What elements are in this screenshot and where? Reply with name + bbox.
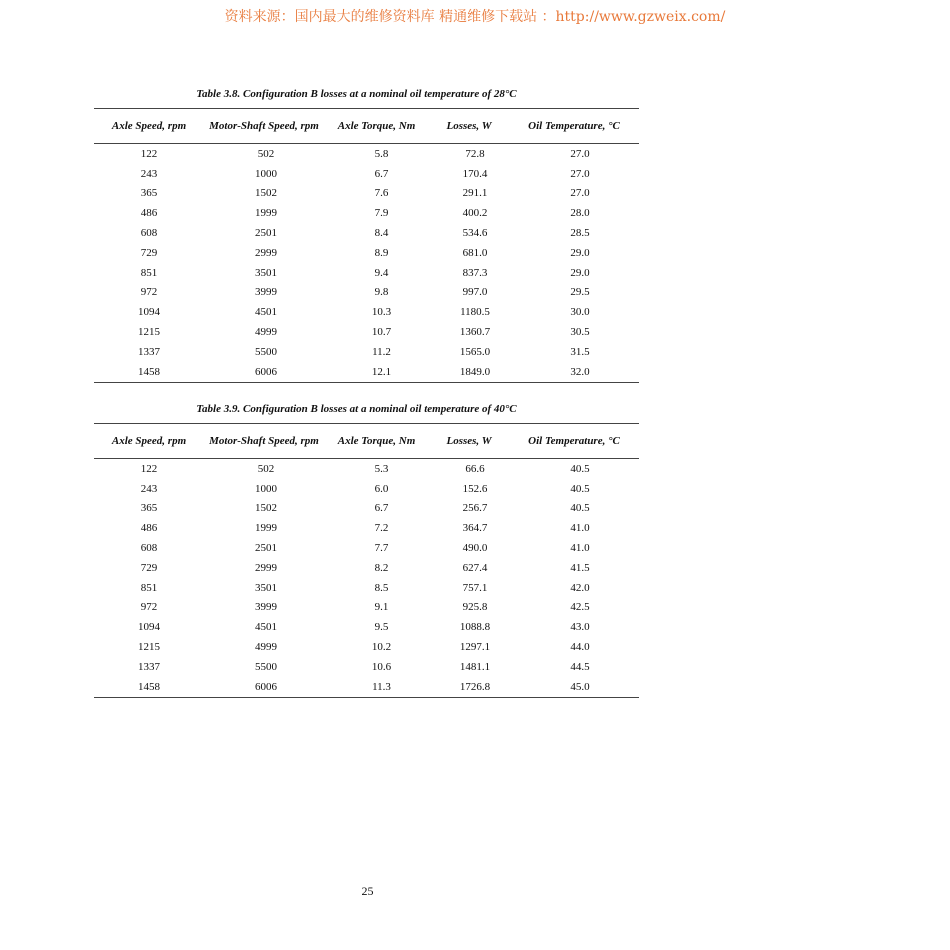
table-cell: 1502 [255,502,277,515]
table-row [94,223,639,243]
table-cell: 364.7 [462,522,488,535]
table-cell: 4501 [255,306,277,319]
header-axle-torque: Axle Torque, Nm [337,435,416,447]
header-axle-torque: Axle Torque, Nm [337,120,416,132]
table-row [94,598,639,618]
table-cell: 1094 [138,306,160,319]
table-row [94,184,639,204]
table-cell: 8.4 [374,227,389,240]
table-cell: 851 [140,581,158,594]
table-cell: 10.3 [371,306,392,319]
table-cell: 1297.1 [459,641,491,654]
table-cell: 42.0 [570,581,590,594]
table-cell: 6006 [255,680,277,693]
table-cell: 7.2 [374,522,389,535]
table-cell: 729 [140,561,158,574]
table-cell: 9.8 [374,286,389,299]
table-cell: 365 [140,187,158,200]
table-cell: 40.5 [570,502,590,515]
table-caption: Table 3.9. Configuration B losses at a nominal oil temperature of 40°C [196,403,517,415]
table-row [94,362,639,382]
table-cell: 608 [140,227,158,240]
table-cell: 6.7 [374,167,389,180]
table-cell: 400.2 [462,207,488,220]
table-cell: 1458 [138,365,160,378]
table-cell: 1726.8 [459,680,491,693]
table-cell: 44.5 [570,660,590,673]
table-row [94,637,639,657]
table-cell: 1337 [138,345,160,358]
table-row [94,243,639,263]
table-cell: 40.5 [570,482,590,495]
table-cell: 608 [140,542,158,555]
table-cell: 1094 [138,621,160,634]
table-row [94,164,639,184]
table-row [94,657,639,677]
table-row [94,518,639,538]
table-cell: 243 [140,482,158,495]
table-cell: 72.8 [465,147,485,160]
watermark-text: 资料来源：国内最大的维修资料库 精通维修下载站 ：http://www.gzweix.com/ [224,9,726,25]
table-row [94,322,639,342]
table-cell: 1337 [138,660,160,673]
table-cell: 972 [140,286,158,299]
table-cell: 757.1 [462,581,488,594]
table-row [94,578,639,598]
table-body [94,144,639,383]
table-row [94,203,639,223]
table-row [94,558,639,578]
table-cell: 30.0 [570,306,590,319]
table-cell: 7.9 [374,207,389,220]
table-cell: 28.5 [570,227,590,240]
table-cell: 1502 [255,187,277,200]
table-cell: 6.7 [374,502,389,515]
table-cell: 534.6 [462,227,488,240]
header-oil-temperature: Oil Temperature, °C [528,120,620,132]
table-cell: 972 [140,601,158,614]
table-cell: 1458 [138,680,160,693]
table-cell: 10.2 [371,641,392,654]
table-cell: 32.0 [570,365,590,378]
table-cell: 122 [140,462,158,475]
table-cell: 5500 [255,660,277,673]
table-cell: 837.3 [462,266,488,279]
header-motor-shaft-speed: Motor-Shaft Speed, rpm [209,435,319,447]
table-cell: 1215 [138,641,160,654]
table-cell: 925.8 [462,601,488,614]
table-cell: 8.2 [374,561,389,574]
table-cell: 1180.5 [460,306,490,319]
table-cell: 5.3 [374,462,389,475]
table-cell: 1999 [255,522,277,535]
table-cell: 11.2 [372,345,391,358]
table-cell: 1360.7 [459,326,491,339]
table-row [94,538,639,558]
table-cell: 3999 [255,286,277,299]
data-table [94,423,639,698]
table-row [94,302,639,322]
table-cell: 40.5 [570,462,590,475]
table-cell: 42.5 [570,601,590,614]
table-cell: 10.7 [371,326,392,339]
table-cell: 29.0 [570,266,590,279]
table-cell: 9.4 [374,266,389,279]
table-cell: 66.6 [465,462,485,475]
table-cell: 291.1 [462,187,488,200]
table-cell: 2999 [255,246,277,259]
table-body [94,459,639,698]
table-cell: 1481.1 [459,660,491,673]
table-cell: 486 [140,207,158,220]
table-cell: 8.5 [374,581,389,594]
table-cell: 243 [140,167,158,180]
table-cell: 256.7 [462,502,488,515]
table-cell: 31.5 [570,345,590,358]
table-cell: 9.1 [374,601,389,614]
table-row [94,283,639,303]
table-cell: 6.0 [374,482,389,495]
table-row [94,263,639,283]
table-cell: 502 [257,462,275,475]
table-cell: 11.3 [372,680,391,693]
table-3-9 [94,403,639,698]
table-3-8 [94,88,639,383]
page-number: 25 [361,884,374,898]
table-row [94,617,639,637]
table-cell: 4501 [255,621,277,634]
table-cell: 45.0 [570,680,590,693]
table-cell: 4999 [255,641,277,654]
table-cell: 7.7 [374,542,389,555]
table-cell: 681.0 [462,246,488,259]
header-axle-speed: Axle Speed, rpm [111,120,187,132]
table-cell: 486 [140,522,158,535]
table-cell: 851 [140,266,158,279]
table-cell: 627.4 [462,561,488,574]
header-motor-shaft-speed: Motor-Shaft Speed, rpm [209,120,319,132]
table-cell: 1088.8 [459,621,491,634]
table-cell: 1565.0 [459,345,491,358]
table-cell: 502 [257,147,275,160]
table-cell: 3501 [255,266,277,279]
table-cell: 490.0 [462,542,488,555]
table-cell: 729 [140,246,158,259]
table-cell: 43.0 [570,621,590,634]
table-cell: 3501 [255,581,277,594]
table-cell: 12.1 [371,365,392,378]
header-losses: Losses, W [446,120,492,132]
table-cell: 27.0 [570,187,590,200]
table-row [94,677,639,697]
table-cell: 29.0 [570,246,590,259]
table-cell: 29.5 [570,286,590,299]
table-caption: Table 3.8. Configuration B losses at a nominal oil temperature of 28°C [196,88,517,100]
table-cell: 152.6 [462,482,488,495]
table-cell: 3999 [255,601,277,614]
table-row [94,144,639,164]
table-cell: 41.0 [570,522,590,535]
table-cell: 2501 [255,227,277,240]
table-cell: 7.6 [374,187,389,200]
table-row [94,479,639,499]
table-cell: 27.0 [570,147,590,160]
table-cell: 10.6 [371,660,392,673]
table-cell: 2999 [255,561,277,574]
table-cell: 8.9 [374,246,389,259]
data-table [94,108,639,383]
header-oil-temperature: Oil Temperature, °C [528,435,620,447]
header-axle-speed: Axle Speed, rpm [111,435,187,447]
table-cell: 5.8 [374,147,389,160]
table-cell: 1000 [255,482,277,495]
table-cell: 5500 [255,345,277,358]
table-cell: 997.0 [462,286,488,299]
table-cell: 122 [140,147,158,160]
header-losses: Losses, W [446,435,492,447]
table-cell: 9.5 [374,621,389,634]
table-cell: 41.5 [570,561,590,574]
table-cell: 1999 [255,207,277,220]
table-cell: 1000 [255,167,277,180]
table-row [94,499,639,519]
table-cell: 170.4 [462,167,488,180]
table-cell: 1215 [138,326,160,339]
table-row [94,342,639,362]
table-cell: 6006 [255,365,277,378]
table-cell: 365 [140,502,158,515]
table-cell: 28.0 [570,207,590,220]
table-row [94,459,639,479]
table-cell: 2501 [255,542,277,555]
table-cell: 27.0 [570,167,590,180]
table-cell: 4999 [255,326,277,339]
table-cell: 44.0 [570,641,590,654]
table-header-row [94,424,639,459]
table-cell: 41.0 [570,542,590,555]
table-cell: 1849.0 [459,365,491,378]
table-header-row [94,109,639,144]
table-cell: 30.5 [570,326,590,339]
